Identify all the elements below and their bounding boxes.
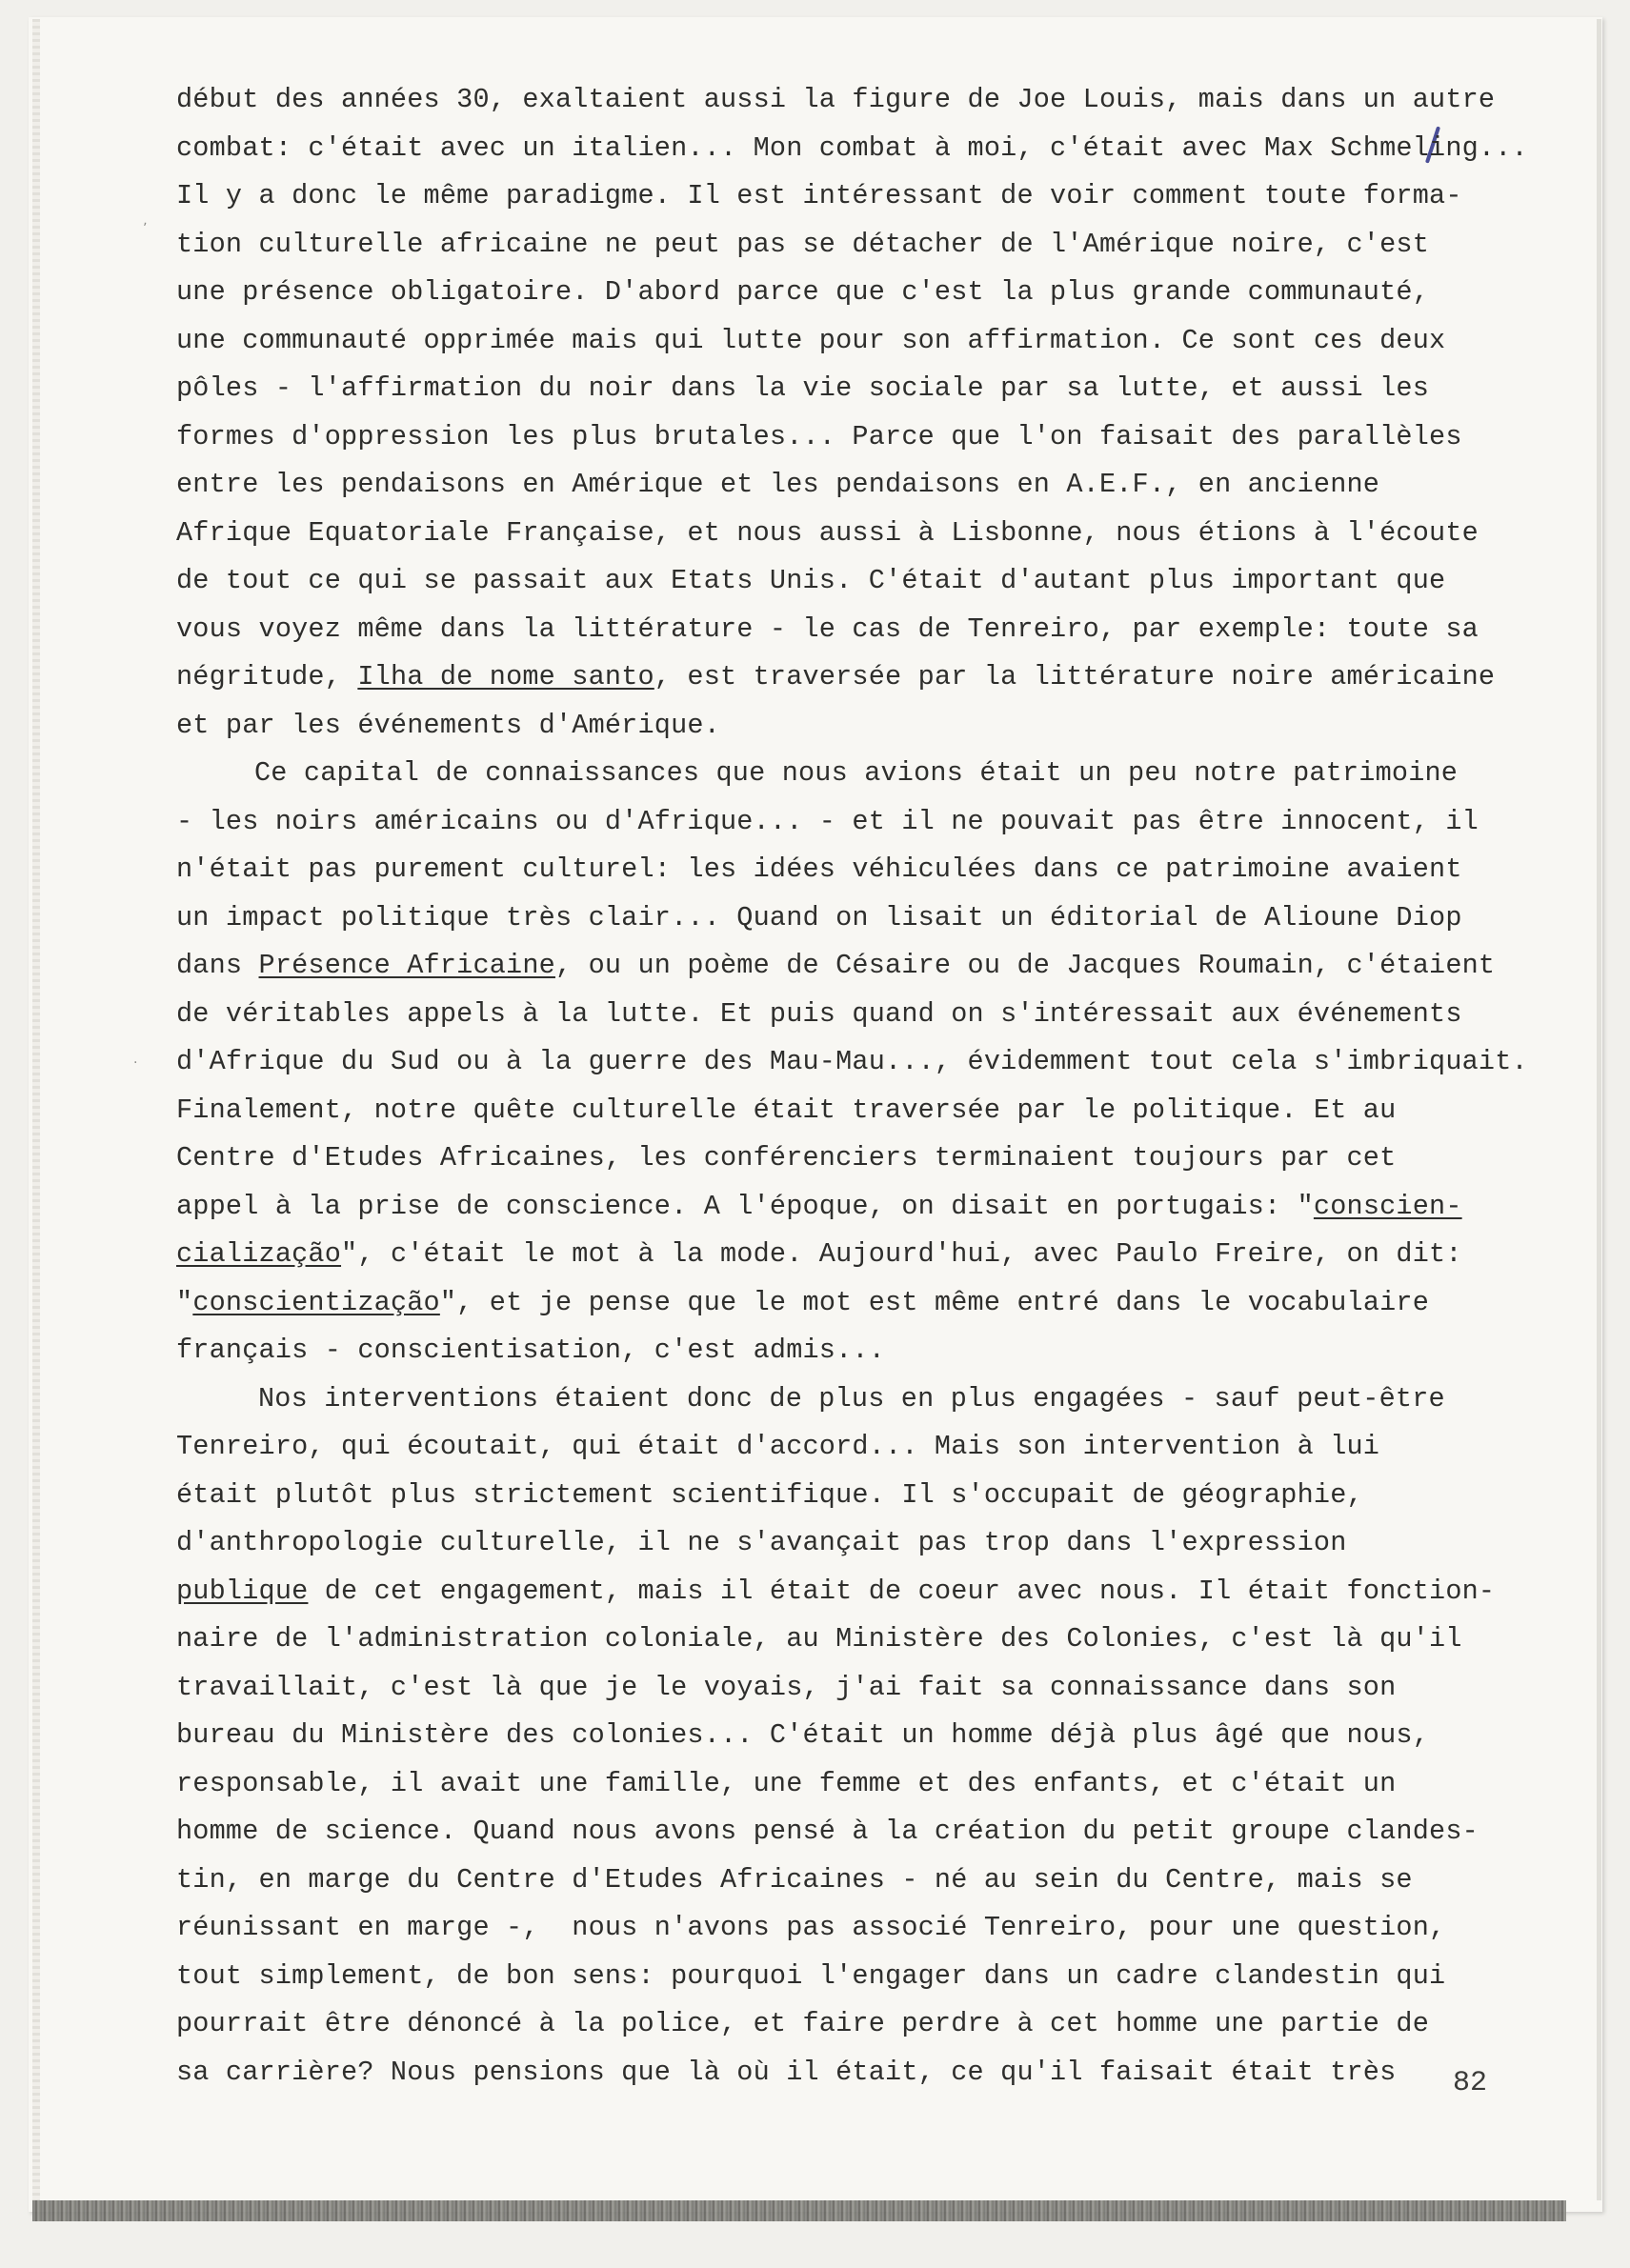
- text-line: [176, 750, 1567, 798]
- text-segment: pourrait être dénoncé à la police, et faire perdre à cet homme une partie de: [176, 2008, 1430, 2039]
- text-segment: de tout ce qui se passait aux Etats Unis. C'était d'autant plus important que: [176, 565, 1446, 596]
- text-line: [176, 172, 1567, 221]
- underlined-title: conscientização: [192, 1286, 440, 1318]
- text-line: [176, 2049, 1567, 2097]
- text-line: [176, 942, 1567, 991]
- text-line: [176, 221, 1567, 270]
- text-segment: de véritables appels à la lutte. Et puis quand on s'intéressait aux événements: [176, 997, 1462, 1030]
- text-line: [176, 125, 1567, 173]
- text-line: [176, 1423, 1567, 1472]
- underlined-title: conscien-: [1313, 1190, 1462, 1222]
- paper-speck: ·: [133, 1055, 138, 1071]
- text-line: [176, 1664, 1567, 1713]
- text-segment: bureau du Ministère des colonies... C'était un homme déjà plus âgé que nous,: [176, 1719, 1430, 1751]
- text-segment: entre les pendaisons en Amérique et les pendaisons en A.E.F., en ancienne: [176, 469, 1380, 500]
- text-line: [176, 365, 1567, 413]
- text-line: [176, 1087, 1567, 1135]
- text-line: [176, 1953, 1567, 2001]
- text-segment: un impact politique très clair... Quand on lisait un éditorial de Alioune Diop: [176, 901, 1462, 933]
- text-line: [176, 1616, 1567, 1664]
- text-line: [176, 1519, 1567, 1568]
- text-line: [176, 1231, 1567, 1279]
- text-segment: homme de science. Quand nous avons pensé à la création du petit groupe clandes-: [176, 1816, 1479, 1847]
- text-segment: pôles - l'affirmation du noir dans la vie sociale par sa lutte, et aussi les: [176, 372, 1430, 404]
- text-segment: une communauté opprimée mais qui lutte pour son affirmation. Ce sont ces deux: [176, 324, 1446, 356]
- text-segment: Finalement, notre quête culturelle était traversée par le politique. Et au: [176, 1094, 1397, 1126]
- text-line: [176, 1327, 1567, 1375]
- text-segment: tin, en marge du Centre d'Etudes Africaines - né au sein du Centre, mais se: [176, 1863, 1413, 1896]
- text-segment: - les noirs américains ou d'Afrique... - et il ne pouvait pas être innocent, il: [176, 805, 1479, 837]
- text-segment: début des années 30, exaltaient aussi la figure de Joe Louis, mais dans un autre: [176, 84, 1496, 115]
- text-segment: tion culturelle africaine ne peut pas se détacher de l'Amérique noire, c'est: [176, 228, 1430, 260]
- text-line: [176, 798, 1567, 847]
- text-segment: tout simplement, de bon sens: pourquoi l'engager dans un cadre clandestin qui: [176, 1959, 1446, 1992]
- text-line: [176, 1472, 1567, 1520]
- text-segment: Centre d'Etudes Africaines, les conférenciers terminaient toujours par cet: [176, 1142, 1397, 1174]
- text-line: [176, 317, 1567, 366]
- underlined-title: publique: [176, 1575, 309, 1607]
- underlined-title: Présence Africaine: [258, 950, 555, 981]
- text-segment: ": [176, 1286, 193, 1318]
- text-segment: négritude,: [176, 661, 358, 692]
- text-segment: formes d'oppression les plus brutales... Parce que l'on faisait des parallèles: [176, 420, 1462, 452]
- text-line: [176, 1568, 1567, 1616]
- scan-bottom-strip: [32, 2200, 1566, 2221]
- text-line: [176, 1904, 1567, 1953]
- text-segment: d'Afrique du Sud ou à la guerre des Mau-Mau..., évidemment tout cela s'imbriquait.: [176, 1046, 1528, 1077]
- text-segment: français - conscientisation, c'est admis...: [176, 1335, 886, 1366]
- text-segment: combat: c'était avec un italien... Mon combat à moi, c'était avec Max Schmeling...: [176, 131, 1528, 164]
- text-line: [176, 510, 1567, 558]
- text-line: [176, 557, 1567, 606]
- page-left-edge: [32, 19, 40, 2200]
- text-segment: vous voyez même dans la littérature - le cas de Tenreiro, par exemple: toute sa: [176, 612, 1479, 645]
- text-segment: d'anthropologie culturelle, il ne s'avançait pas trop dans l'expression: [176, 1527, 1347, 1558]
- text-line: [176, 2000, 1567, 2049]
- text-segment: naire de l'administration coloniale, au Ministère des Colonies, c'est là qu'il: [176, 1623, 1462, 1655]
- text-segment: Il y a donc le même paradigme. Il est intéressant de voir comment toute forma-: [176, 180, 1462, 211]
- text-line: [176, 1857, 1567, 1905]
- text-line: [176, 461, 1567, 510]
- underlined-title: cialização: [176, 1238, 342, 1270]
- text-line: [176, 1760, 1567, 1809]
- text-line: [176, 1183, 1567, 1232]
- text-line: [176, 413, 1567, 462]
- page-number: 82: [1453, 2067, 1488, 2099]
- paper-speck: ʼ: [143, 221, 148, 236]
- text-segment: Nos interventions étaient donc de plus en plus engagées - sauf peut-être: [258, 1382, 1445, 1415]
- text-line: [176, 1134, 1567, 1183]
- text-segment: réunissant en marge -, nous n'avons pas associé Tenreiro, pour une question,: [176, 1912, 1446, 1943]
- text-line: [176, 269, 1567, 317]
- text-line: [176, 894, 1567, 943]
- text-segment: travaillait, c'est là que je le voyais, j'ai fait sa connaissance dans son: [176, 1671, 1397, 1703]
- text-line: [176, 1038, 1567, 1087]
- text-line: [176, 606, 1567, 654]
- text-segment: ", c'était le mot à la mode. Aujourd'hui, avec Paulo Freire, on dit:: [341, 1238, 1462, 1270]
- underlined-title: Ilha de nome santo: [357, 661, 654, 692]
- text-segment: appel à la prise de conscience. A l'époque, on disait en portugais: ": [176, 1190, 1314, 1222]
- text-segment: de cet engagement, mais il était de coeur avec nous. Il était fonction-: [308, 1575, 1496, 1607]
- text-segment: Tenreiro, qui écoutait, qui était d'accord... Mais son intervention à lui: [176, 1431, 1380, 1462]
- text-line: [176, 653, 1567, 702]
- text-line: [176, 1808, 1567, 1857]
- text-segment: était plutôt plus strictement scientifique. Il s'occupait de géographie,: [176, 1478, 1363, 1511]
- text-segment: et par les événements d'Amérique.: [176, 709, 720, 741]
- text-segment: , ou un poème de Césaire ou de Jacques Roumain, c'étaient: [554, 950, 1496, 981]
- text-segment: n'était pas purement culturel: les idées véhiculées dans ce patrimoine avaient: [176, 853, 1462, 885]
- text-line: [176, 702, 1567, 751]
- text-segment: dans: [176, 950, 259, 981]
- text-line: [176, 1712, 1567, 1760]
- text-line: [176, 1375, 1567, 1424]
- page-right-edge: [1597, 19, 1601, 2200]
- text-segment: responsable, il avait une famille, une femme et des enfants, et c'était un: [176, 1767, 1397, 1799]
- text-segment: Ce capital de connaissances que nous avions était un peu notre patrimoine: [254, 757, 1459, 789]
- text-segment: Afrique Equatoriale Française, et nous aussi à Lisbonne, nous étions à l'écoute: [176, 516, 1479, 549]
- text-segment: une présence obligatoire. D'abord parce que c'est la plus grande communauté,: [176, 276, 1430, 308]
- text-line: [176, 846, 1567, 894]
- text-line: [176, 991, 1567, 1039]
- text-line: [176, 1279, 1567, 1328]
- text-line: [176, 76, 1567, 125]
- text-segment: ", et je pense que le mot est même entré dans le vocabulaire: [439, 1286, 1430, 1318]
- typewritten-text-body: [176, 76, 1567, 2097]
- text-segment: sa carrière? Nous pensions que là où il était, ce qu'il faisait était très: [176, 2056, 1397, 2088]
- text-segment: , est traversée par la littérature noire américaine: [654, 661, 1496, 692]
